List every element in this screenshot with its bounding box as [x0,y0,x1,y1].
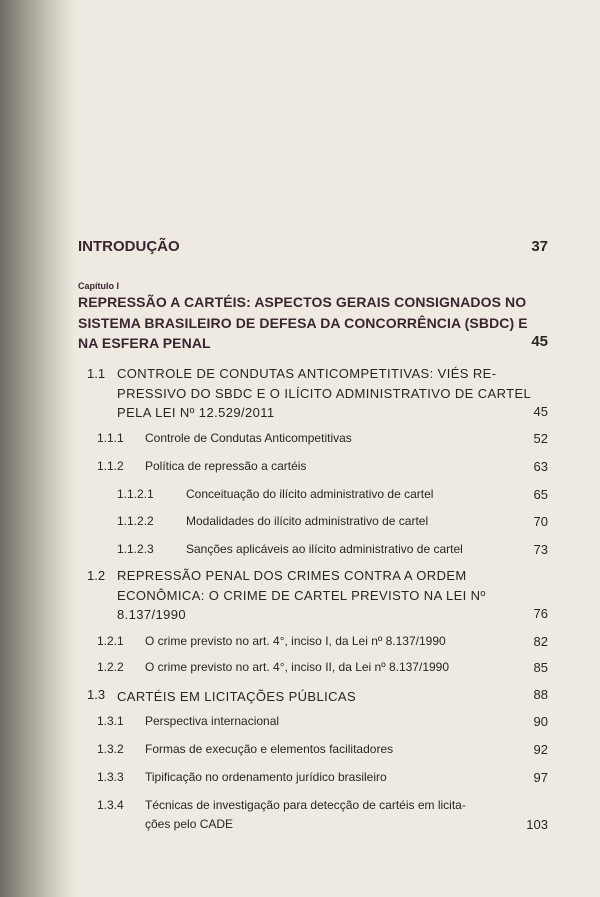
chapter-page: 45 [531,333,548,350]
toc-entry-line: 8.137/1990 [117,607,187,622]
toc-entry-line: ções pelo CADE [145,817,234,831]
toc-number: 1.1.2.3 [117,542,154,556]
toc-entry-1-3-4[interactable] [145,796,466,834]
toc-entry-1-3-2[interactable]: Formas de execução e elementos facilitadores [145,742,394,756]
toc-number: 1.1.2.1 [117,487,154,501]
toc-entry-1-2-1[interactable]: O crime previsto no art. 4°, inciso I, da Lei nº 8.137/1990 [145,634,446,648]
toc-number: 1.1.1 [97,431,124,445]
toc-entry-1-1-2[interactable]: Política de repressão a cartéis [145,459,307,473]
toc-number: 1.2.2 [97,660,124,674]
toc-page: 103 [526,817,548,832]
toc-entry-1-3-1[interactable]: Perspectiva internacional [145,714,280,728]
toc-entry-1-2[interactable] [117,566,486,625]
toc-number: 1.2.1 [97,634,124,648]
toc-number: 1.1.2 [97,459,124,473]
toc-entry-1-3-3[interactable]: Tipificação no ordenamento jurídico brasileiro [145,770,387,784]
toc-page: 85 [533,660,548,675]
chapter-title-line: NA ESFERA PENAL [78,335,211,351]
toc-number: 1.3.4 [97,798,124,812]
toc-number: 1.1.2.2 [117,514,154,528]
toc-entry-1-1-2-1[interactable]: Conceituação do ilícito administrativo de cartel [186,487,434,501]
toc-entry-1-3[interactable]: CARTÉIS EM LICITAÇÕES PÚBLICAS [117,689,357,704]
toc-intro-page: 37 [531,238,548,255]
toc-number: 1.3 [87,687,106,702]
toc-page: 90 [533,714,548,729]
toc-page: 76 [533,606,548,621]
toc-page: 82 [533,634,548,649]
toc-number: 1.2 [87,568,106,583]
toc-page: 63 [533,459,548,474]
toc-page: 65 [533,487,548,502]
toc-entry-line: PELA LEI Nº 12.529/2011 [117,405,275,420]
chapter-title[interactable] [78,292,528,354]
toc-number: 1.3.3 [97,770,124,784]
toc-page: 92 [533,742,548,757]
toc-page: 70 [533,514,548,529]
toc-entry-1-2-2[interactable]: O crime previsto no art. 4°, inciso II, da Lei nº 8.137/1990 [145,660,450,674]
toc-entry-line: ECONÔMICA: O CRIME DE CARTEL PREVISTO NA LEI Nº [117,587,486,603]
toc-number: 1.3.2 [97,742,124,756]
toc-number: 1.3.1 [97,714,124,728]
toc-entry-line: PRESSIVO DO SBDC E O ILÍCITO ADMINISTRATIVO DE CARTEL [117,385,532,401]
toc-page: 97 [533,770,548,785]
toc-entry-1-1-2-3[interactable]: Sanções aplicáveis ao ilícito administrativo de cartel [186,542,463,556]
chapter-title-line: SISTEMA BRASILEIRO DE DEFESA DA CONCORRÊNCIA (SBDC) E [78,314,528,331]
chapter-label: Capítulo I [78,281,119,291]
toc-entry-1-1[interactable] [117,364,531,423]
toc-page: 52 [533,431,548,446]
toc-intro-title[interactable]: INTRODUÇÃO [78,238,180,255]
toc-page: 73 [533,542,548,557]
toc-entry-1-1-2-2[interactable]: Modalidades do ilícito administrativo de cartel [186,514,429,528]
toc-page: 88 [533,687,548,702]
toc-entry-line: Técnicas de investigação para detecção de cartéis em licita- [145,798,466,812]
toc-page: 45 [533,404,548,419]
toc-number: 1.1 [87,366,106,381]
toc-entry-line: CONTROLE DE CONDUTAS ANTICOMPETITIVAS: VIÉS RE- [117,366,497,381]
toc-entry-line: REPRESSÃO PENAL DOS CRIMES CONTRA A ORDEM [117,568,467,583]
toc-entry-1-1-1[interactable]: Controle de Condutas Anticompetitivas [145,431,352,445]
chapter-title-line: REPRESSÃO A CARTÉIS: ASPECTOS GERAIS CONSIGNADOS NO [78,294,527,310]
